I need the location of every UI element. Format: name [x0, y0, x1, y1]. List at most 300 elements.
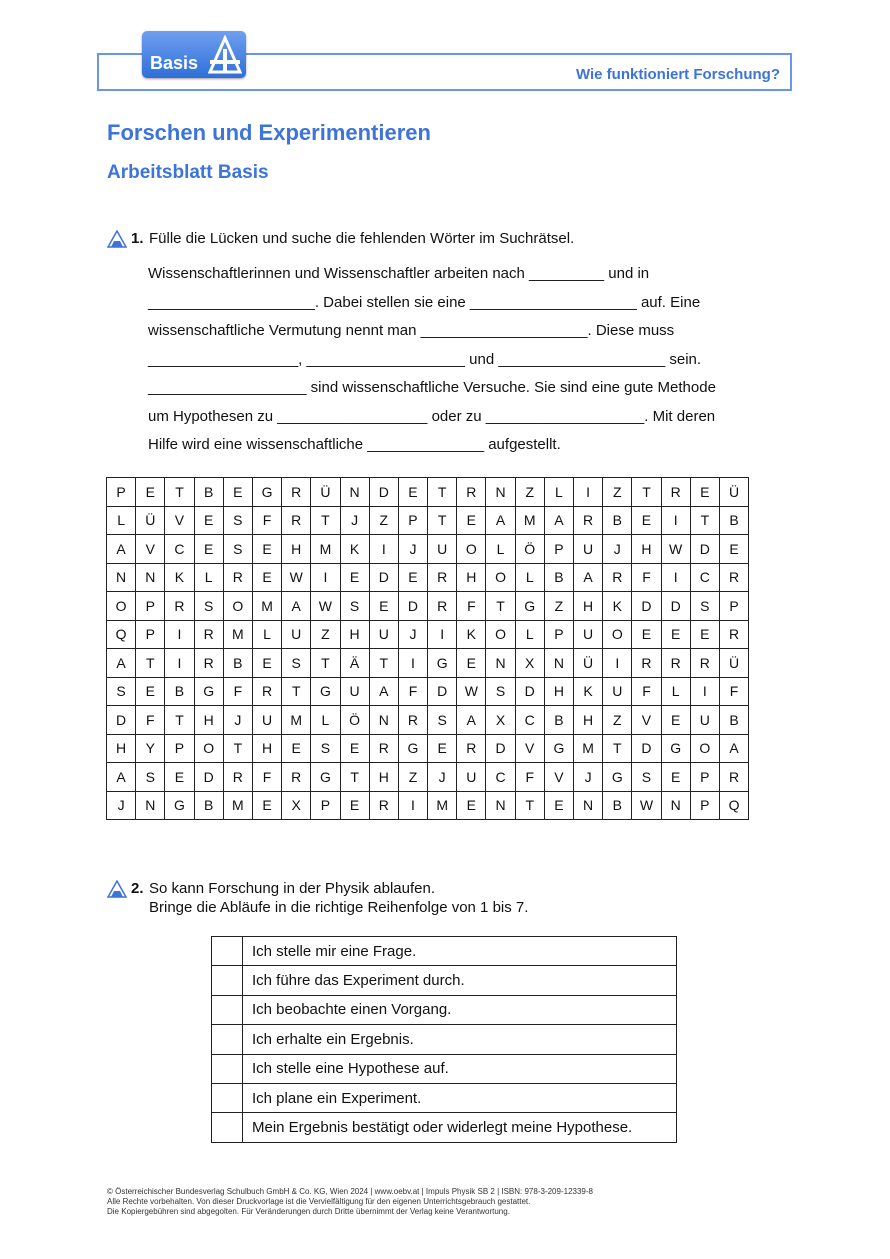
- grid-row: [107, 706, 749, 735]
- grid-cell[interactable]: D: [428, 677, 457, 706]
- grid-cell[interactable]: B: [603, 791, 632, 820]
- grid-cell[interactable]: R: [690, 649, 719, 678]
- grid-cell[interactable]: I: [690, 677, 719, 706]
- grid-cell[interactable]: I: [369, 535, 398, 564]
- grid-cell[interactable]: C: [690, 563, 719, 592]
- grid-cell[interactable]: A: [282, 592, 311, 621]
- grid-cell[interactable]: N: [136, 563, 165, 592]
- grid-cell[interactable]: E: [252, 791, 281, 820]
- grid-cell[interactable]: Ö: [340, 706, 369, 735]
- grid-cell[interactable]: D: [632, 734, 661, 763]
- grid-cell[interactable]: H: [544, 677, 573, 706]
- grid-cell[interactable]: Z: [311, 620, 340, 649]
- grid-row: [107, 620, 749, 649]
- grid-cell[interactable]: E: [544, 791, 573, 820]
- grid-cell[interactable]: C: [165, 535, 194, 564]
- grid-cell[interactable]: O: [603, 620, 632, 649]
- grid-cell[interactable]: Z: [544, 592, 573, 621]
- grid-cell[interactable]: D: [369, 478, 398, 507]
- step-text: Ich stelle mir eine Frage.: [243, 937, 677, 966]
- step-row: [212, 1083, 677, 1112]
- grid-cell[interactable]: N: [486, 791, 515, 820]
- grid-cell[interactable]: G: [661, 734, 690, 763]
- task-2-number: 2.: [131, 880, 144, 897]
- grid-cell[interactable]: J: [428, 763, 457, 792]
- grid-cell[interactable]: V: [136, 535, 165, 564]
- grid-cell[interactable]: D: [398, 592, 427, 621]
- order-table: [211, 936, 677, 1143]
- grid-cell[interactable]: E: [457, 649, 486, 678]
- grid-cell[interactable]: I: [603, 649, 632, 678]
- grid-cell[interactable]: E: [223, 478, 252, 507]
- grid-cell[interactable]: R: [719, 563, 748, 592]
- grid-cell[interactable]: A: [574, 563, 603, 592]
- grid-cell[interactable]: Ü: [311, 478, 340, 507]
- grid-cell[interactable]: J: [107, 791, 136, 820]
- grid-cell[interactable]: R: [428, 563, 457, 592]
- grid-cell[interactable]: M: [574, 734, 603, 763]
- grid-cell[interactable]: S: [311, 734, 340, 763]
- grid-cell[interactable]: P: [107, 478, 136, 507]
- grid-cell[interactable]: R: [282, 506, 311, 535]
- grid-cell[interactable]: R: [194, 620, 223, 649]
- grid-cell[interactable]: N: [136, 791, 165, 820]
- triangle-logo-icon: [208, 35, 242, 75]
- grid-cell[interactable]: B: [719, 706, 748, 735]
- grid-cell[interactable]: V: [632, 706, 661, 735]
- grid-cell[interactable]: I: [165, 620, 194, 649]
- triangle-level-icon: [107, 230, 127, 248]
- grid-cell[interactable]: U: [603, 677, 632, 706]
- grid-cell[interactable]: F: [223, 677, 252, 706]
- grid-cell[interactable]: S: [194, 592, 223, 621]
- grid-cell[interactable]: P: [719, 592, 748, 621]
- grid-cell[interactable]: E: [428, 734, 457, 763]
- grid-cell[interactable]: R: [369, 734, 398, 763]
- grid-cell[interactable]: P: [136, 592, 165, 621]
- grid-cell[interactable]: T: [632, 478, 661, 507]
- grid-cell[interactable]: P: [311, 791, 340, 820]
- grid-cell[interactable]: O: [107, 592, 136, 621]
- grid-cell[interactable]: H: [369, 763, 398, 792]
- grid-cell[interactable]: R: [398, 706, 427, 735]
- grid-cell[interactable]: R: [428, 592, 457, 621]
- grid-cell[interactable]: M: [252, 592, 281, 621]
- grid-cell[interactable]: G: [428, 649, 457, 678]
- grid-cell[interactable]: S: [136, 763, 165, 792]
- grid-cell[interactable]: F: [398, 677, 427, 706]
- grid-cell[interactable]: A: [719, 734, 748, 763]
- grid-cell[interactable]: Ü: [136, 506, 165, 535]
- grid-cell[interactable]: Ä: [340, 649, 369, 678]
- grid-cell[interactable]: L: [544, 478, 573, 507]
- grid-cell[interactable]: Q: [107, 620, 136, 649]
- grid-cell[interactable]: S: [223, 535, 252, 564]
- grid-cell[interactable]: S: [282, 649, 311, 678]
- grid-cell[interactable]: R: [574, 506, 603, 535]
- grid-cell[interactable]: E: [661, 620, 690, 649]
- grid-cell[interactable]: E: [194, 535, 223, 564]
- grid-cell[interactable]: H: [282, 535, 311, 564]
- order-number-field[interactable]: [212, 1054, 243, 1083]
- grid-cell[interactable]: V: [515, 734, 544, 763]
- grid-cell[interactable]: F: [719, 677, 748, 706]
- grid-cell[interactable]: N: [544, 649, 573, 678]
- grid-cell[interactable]: A: [107, 763, 136, 792]
- grid-cell[interactable]: E: [340, 563, 369, 592]
- grid-cell[interactable]: O: [457, 535, 486, 564]
- grid-row: [107, 734, 749, 763]
- grid-cell[interactable]: L: [486, 535, 515, 564]
- grid-cell[interactable]: E: [369, 592, 398, 621]
- grid-cell[interactable]: F: [252, 763, 281, 792]
- grid-cell[interactable]: E: [398, 563, 427, 592]
- grid-cell[interactable]: K: [603, 592, 632, 621]
- grid-cell[interactable]: G: [515, 592, 544, 621]
- grid-cell[interactable]: J: [398, 620, 427, 649]
- grid-cell[interactable]: K: [574, 677, 603, 706]
- grid-cell[interactable]: F: [252, 506, 281, 535]
- grid-cell[interactable]: R: [661, 649, 690, 678]
- grid-cell[interactable]: E: [457, 791, 486, 820]
- grid-cell[interactable]: E: [719, 535, 748, 564]
- grid-cell[interactable]: N: [486, 649, 515, 678]
- grid-cell[interactable]: T: [282, 677, 311, 706]
- cloze-text: [148, 260, 798, 460]
- grid-cell[interactable]: N: [107, 563, 136, 592]
- grid-cell[interactable]: W: [661, 535, 690, 564]
- grid-cell[interactable]: R: [719, 763, 748, 792]
- grid-cell[interactable]: H: [107, 734, 136, 763]
- grid-cell[interactable]: A: [107, 535, 136, 564]
- grid-cell[interactable]: K: [340, 535, 369, 564]
- grid-cell[interactable]: R: [457, 734, 486, 763]
- grid-cell[interactable]: R: [223, 563, 252, 592]
- grid-cell[interactable]: R: [282, 478, 311, 507]
- grid-cell[interactable]: I: [661, 506, 690, 535]
- grid-cell[interactable]: T: [603, 734, 632, 763]
- grid-cell[interactable]: B: [165, 677, 194, 706]
- grid-cell[interactable]: Z: [603, 706, 632, 735]
- grid-cell[interactable]: J: [223, 706, 252, 735]
- grid-cell[interactable]: H: [574, 706, 603, 735]
- grid-cell[interactable]: J: [574, 763, 603, 792]
- grid-cell[interactable]: C: [486, 763, 515, 792]
- grid-cell[interactable]: G: [165, 791, 194, 820]
- task-1-number: 1.: [131, 230, 144, 247]
- grid-cell[interactable]: E: [252, 535, 281, 564]
- grid-cell[interactable]: M: [223, 791, 252, 820]
- grid-cell[interactable]: R: [457, 478, 486, 507]
- grid-cell[interactable]: T: [369, 649, 398, 678]
- grid-cell[interactable]: L: [107, 506, 136, 535]
- grid-cell[interactable]: R: [719, 620, 748, 649]
- grid-cell[interactable]: L: [194, 563, 223, 592]
- grid-cell[interactable]: U: [282, 620, 311, 649]
- grid-cell[interactable]: B: [544, 706, 573, 735]
- grid-cell[interactable]: R: [165, 592, 194, 621]
- grid-cell[interactable]: P: [544, 535, 573, 564]
- grid-cell[interactable]: E: [340, 734, 369, 763]
- grid-cell[interactable]: H: [252, 734, 281, 763]
- grid-cell[interactable]: O: [194, 734, 223, 763]
- grid-cell[interactable]: M: [311, 535, 340, 564]
- grid-cell[interactable]: R: [632, 649, 661, 678]
- grid-cell[interactable]: E: [457, 506, 486, 535]
- grid-cell[interactable]: Z: [515, 478, 544, 507]
- grid-cell[interactable]: V: [544, 763, 573, 792]
- grid-cell[interactable]: M: [428, 791, 457, 820]
- grid-cell[interactable]: K: [457, 620, 486, 649]
- grid-cell[interactable]: E: [632, 506, 661, 535]
- grid-cell[interactable]: N: [369, 706, 398, 735]
- grid-cell[interactable]: T: [428, 506, 457, 535]
- grid-cell[interactable]: Ü: [719, 649, 748, 678]
- grid-cell[interactable]: I: [398, 791, 427, 820]
- grid-cell[interactable]: T: [311, 506, 340, 535]
- grid-cell[interactable]: E: [340, 791, 369, 820]
- grid-cell[interactable]: R: [223, 763, 252, 792]
- grid-cell[interactable]: U: [457, 763, 486, 792]
- grid-cell[interactable]: N: [574, 791, 603, 820]
- triangle-level-icon: [107, 880, 127, 898]
- grid-cell[interactable]: H: [574, 592, 603, 621]
- grid-cell[interactable]: E: [194, 506, 223, 535]
- order-number-field[interactable]: [212, 1113, 243, 1142]
- grid-cell[interactable]: E: [632, 620, 661, 649]
- grid-cell[interactable]: G: [603, 763, 632, 792]
- grid-cell[interactable]: R: [603, 563, 632, 592]
- grid-cell[interactable]: D: [661, 592, 690, 621]
- grid-cell[interactable]: L: [311, 706, 340, 735]
- grid-cell[interactable]: X: [515, 649, 544, 678]
- grid-cell[interactable]: R: [282, 763, 311, 792]
- grid-cell[interactable]: N: [661, 791, 690, 820]
- grid-cell[interactable]: O: [486, 563, 515, 592]
- grid-cell[interactable]: T: [515, 791, 544, 820]
- grid-cell[interactable]: U: [340, 677, 369, 706]
- grid-cell[interactable]: P: [690, 791, 719, 820]
- order-number-field[interactable]: [212, 966, 243, 995]
- grid-cell[interactable]: R: [252, 677, 281, 706]
- grid-cell[interactable]: U: [574, 620, 603, 649]
- grid-cell[interactable]: L: [515, 620, 544, 649]
- grid-cell[interactable]: B: [223, 649, 252, 678]
- grid-cell[interactable]: X: [282, 791, 311, 820]
- grid-cell[interactable]: G: [194, 677, 223, 706]
- grid-cell[interactable]: P: [544, 620, 573, 649]
- grid-cell[interactable]: H: [340, 620, 369, 649]
- logo-text: Basis: [150, 53, 199, 73]
- grid-row: [107, 677, 749, 706]
- grid-cell[interactable]: Ü: [719, 478, 748, 507]
- step-row: [212, 1025, 677, 1054]
- grid-cell[interactable]: D: [486, 734, 515, 763]
- grid-cell[interactable]: N: [340, 478, 369, 507]
- grid-cell[interactable]: C: [515, 706, 544, 735]
- grid-cell[interactable]: D: [690, 535, 719, 564]
- grid-cell[interactable]: E: [690, 620, 719, 649]
- grid-cell[interactable]: D: [107, 706, 136, 735]
- grid-cell[interactable]: N: [486, 478, 515, 507]
- grid-cell[interactable]: B: [194, 791, 223, 820]
- grid-cell[interactable]: E: [398, 478, 427, 507]
- order-number-field[interactable]: [212, 937, 243, 966]
- grid-cell[interactable]: A: [107, 649, 136, 678]
- task-1-instruction: Fülle die Lücken und suche die fehlenden Wörter im Suchrätsel.: [149, 230, 575, 247]
- grid-cell[interactable]: T: [486, 592, 515, 621]
- grid-row: [107, 506, 749, 535]
- grid-cell[interactable]: M: [282, 706, 311, 735]
- grid-cell[interactable]: B: [544, 563, 573, 592]
- grid-cell[interactable]: B: [719, 506, 748, 535]
- cloze-line: __________________, ___________________ und ____________________ sein.: [148, 350, 702, 368]
- grid-cell[interactable]: U: [574, 535, 603, 564]
- grid-cell[interactable]: G: [252, 478, 281, 507]
- grid-cell[interactable]: E: [661, 706, 690, 735]
- grid-cell[interactable]: I: [311, 563, 340, 592]
- grid-cell[interactable]: Z: [369, 506, 398, 535]
- grid-cell[interactable]: S: [632, 763, 661, 792]
- grid-cell[interactable]: W: [632, 791, 661, 820]
- grid-cell[interactable]: W: [457, 677, 486, 706]
- grid-cell[interactable]: P: [136, 620, 165, 649]
- footer-line: Die Kopiergebühren sind abgegolten. Für Veränderungen durch Dritte übernimmt der Verlag keine Verantwortung.: [107, 1207, 510, 1216]
- grid-cell[interactable]: I: [165, 649, 194, 678]
- grid-cell[interactable]: A: [486, 506, 515, 535]
- grid-cell[interactable]: M: [515, 506, 544, 535]
- grid-cell[interactable]: T: [690, 506, 719, 535]
- grid-cell[interactable]: O: [486, 620, 515, 649]
- grid-row: [107, 649, 749, 678]
- grid-cell[interactable]: L: [661, 677, 690, 706]
- grid-cell[interactable]: S: [107, 677, 136, 706]
- footer: [107, 1187, 593, 1217]
- grid-cell[interactable]: F: [632, 563, 661, 592]
- cloze-line: ____________________. Dabei stellen sie eine ____________________ auf. Eine: [148, 293, 701, 311]
- grid-cell[interactable]: A: [369, 677, 398, 706]
- grid-cell[interactable]: J: [340, 506, 369, 535]
- grid-cell[interactable]: G: [311, 677, 340, 706]
- grid-cell[interactable]: T: [311, 649, 340, 678]
- grid-cell[interactable]: L: [252, 620, 281, 649]
- cloze-line: Wissenschaftlerinnen und Wissenschaftler arbeiten nach _________ und in: [148, 265, 650, 282]
- step-text: Mein Ergebnis bestätigt oder widerlegt meine Hypothese.: [243, 1113, 677, 1142]
- grid-cell[interactable]: Z: [603, 478, 632, 507]
- grid-cell[interactable]: V: [165, 506, 194, 535]
- grid-cell[interactable]: D: [632, 592, 661, 621]
- grid-cell[interactable]: F: [136, 706, 165, 735]
- grid-cell[interactable]: D: [194, 763, 223, 792]
- grid-cell[interactable]: G: [311, 763, 340, 792]
- grid-cell[interactable]: R: [661, 478, 690, 507]
- grid-cell[interactable]: I: [398, 649, 427, 678]
- order-number-field[interactable]: [212, 995, 243, 1024]
- grid-cell[interactable]: P: [690, 763, 719, 792]
- grid-row: [107, 478, 749, 507]
- grid-cell[interactable]: S: [690, 592, 719, 621]
- word-search-grid: [106, 477, 749, 820]
- grid-cell[interactable]: Q: [719, 791, 748, 820]
- grid-cell[interactable]: F: [457, 592, 486, 621]
- grid-cell[interactable]: J: [603, 535, 632, 564]
- grid-cell[interactable]: E: [252, 649, 281, 678]
- grid-cell[interactable]: O: [223, 592, 252, 621]
- grid-cell[interactable]: B: [603, 506, 632, 535]
- grid-cell[interactable]: K: [165, 563, 194, 592]
- grid-cell[interactable]: S: [223, 506, 252, 535]
- grid-cell[interactable]: T: [340, 763, 369, 792]
- grid-cell[interactable]: T: [165, 478, 194, 507]
- grid-cell[interactable]: H: [457, 563, 486, 592]
- grid-cell[interactable]: G: [398, 734, 427, 763]
- cloze-line: wissenschaftliche Vermutung nennt man ____________________. Diese muss: [148, 322, 675, 339]
- grid-cell[interactable]: R: [194, 649, 223, 678]
- grid-cell[interactable]: F: [515, 763, 544, 792]
- grid-cell[interactable]: F: [632, 677, 661, 706]
- grid-cell[interactable]: E: [165, 763, 194, 792]
- grid-cell[interactable]: H: [194, 706, 223, 735]
- grid-cell[interactable]: T: [223, 734, 252, 763]
- grid-cell[interactable]: X: [486, 706, 515, 735]
- grid-cell[interactable]: Ü: [574, 649, 603, 678]
- grid-cell[interactable]: T: [165, 706, 194, 735]
- grid-cell[interactable]: E: [661, 763, 690, 792]
- grid-cell[interactable]: P: [398, 506, 427, 535]
- grid-cell[interactable]: U: [690, 706, 719, 735]
- grid-cell[interactable]: B: [194, 478, 223, 507]
- grid-cell[interactable]: Z: [398, 763, 427, 792]
- order-number-field[interactable]: [212, 1025, 243, 1054]
- grid-cell[interactable]: Y: [136, 734, 165, 763]
- grid-cell[interactable]: O: [690, 734, 719, 763]
- grid-cell[interactable]: U: [252, 706, 281, 735]
- grid-cell[interactable]: A: [457, 706, 486, 735]
- grid-cell[interactable]: I: [428, 620, 457, 649]
- grid-cell[interactable]: W: [311, 592, 340, 621]
- grid-cell[interactable]: Ö: [515, 535, 544, 564]
- grid-cell[interactable]: S: [340, 592, 369, 621]
- grid-cell[interactable]: E: [136, 677, 165, 706]
- grid-cell[interactable]: T: [136, 649, 165, 678]
- task-2-instruction: So kann Forschung in der Physik ablaufen.: [149, 880, 436, 897]
- grid-cell[interactable]: E: [136, 478, 165, 507]
- grid-cell[interactable]: S: [486, 677, 515, 706]
- grid-cell[interactable]: M: [223, 620, 252, 649]
- grid-cell[interactable]: D: [515, 677, 544, 706]
- grid-cell[interactable]: D: [369, 563, 398, 592]
- grid-cell[interactable]: H: [632, 535, 661, 564]
- grid-cell[interactable]: P: [165, 734, 194, 763]
- grid-cell[interactable]: E: [282, 734, 311, 763]
- grid-cell[interactable]: J: [398, 535, 427, 564]
- grid-cell[interactable]: L: [515, 563, 544, 592]
- grid-cell[interactable]: E: [252, 563, 281, 592]
- grid-cell[interactable]: R: [369, 791, 398, 820]
- grid-cell[interactable]: E: [690, 478, 719, 507]
- grid-cell[interactable]: U: [428, 535, 457, 564]
- grid-cell[interactable]: I: [574, 478, 603, 507]
- grid-cell[interactable]: I: [661, 563, 690, 592]
- grid-cell[interactable]: W: [282, 563, 311, 592]
- grid-cell[interactable]: U: [369, 620, 398, 649]
- order-number-field[interactable]: [212, 1083, 243, 1112]
- grid-cell[interactable]: T: [428, 478, 457, 507]
- page-subtitle: Arbeitsblatt Basis: [107, 162, 269, 183]
- grid-cell[interactable]: A: [544, 506, 573, 535]
- grid-cell[interactable]: G: [544, 734, 573, 763]
- grid-cell[interactable]: S: [428, 706, 457, 735]
